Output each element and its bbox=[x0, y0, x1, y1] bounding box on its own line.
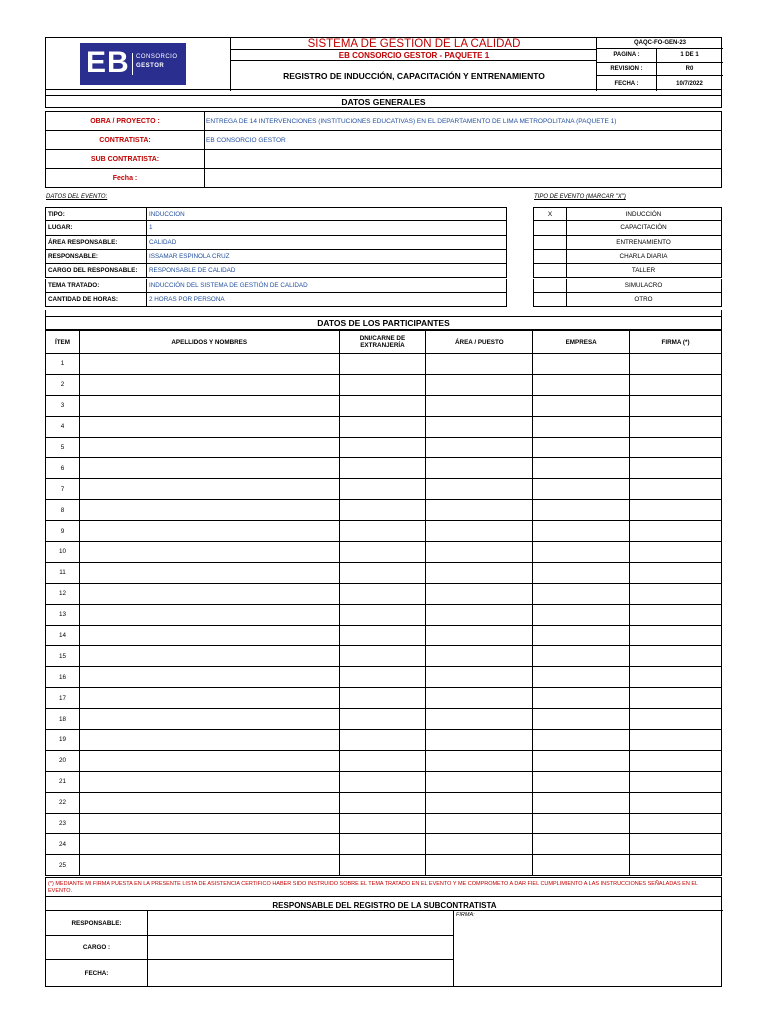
participant-row bbox=[46, 521, 722, 542]
participant-name-cell[interactable] bbox=[79, 500, 339, 521]
col-dni: DNI/CARNE DE EXTRANJERÍA bbox=[339, 331, 426, 354]
subcontractor-responsible-block bbox=[45, 897, 722, 987]
participant-dni-cell[interactable] bbox=[339, 688, 426, 709]
participants-table bbox=[45, 330, 722, 876]
participant-row bbox=[46, 500, 722, 521]
event-value-lugar[interactable]: 1 bbox=[149, 224, 153, 232]
participant-empresa-cell[interactable] bbox=[533, 750, 630, 771]
participant-name-cell[interactable] bbox=[79, 813, 339, 834]
participant-name-cell[interactable] bbox=[79, 750, 339, 771]
item-number: 20 bbox=[46, 750, 80, 771]
meta-row-fecha bbox=[597, 76, 723, 91]
item-number: 8 bbox=[46, 500, 80, 521]
participant-name-cell[interactable] bbox=[79, 437, 339, 458]
item-number: 10 bbox=[46, 542, 80, 563]
participant-area-cell[interactable] bbox=[426, 646, 533, 667]
participant-row bbox=[46, 437, 722, 458]
meta-label: FECHA : bbox=[597, 76, 657, 91]
label-obra-proyecto: OBRA / PROYECTO : bbox=[46, 112, 205, 130]
participant-area-cell[interactable] bbox=[426, 604, 533, 625]
participant-name-cell[interactable] bbox=[79, 646, 339, 667]
participant-row bbox=[46, 479, 722, 500]
participant-dni-cell[interactable] bbox=[339, 625, 426, 646]
participant-name-cell[interactable] bbox=[79, 688, 339, 709]
participant-row bbox=[46, 395, 722, 416]
form-header bbox=[45, 37, 722, 90]
document-code: QAQC-FO-GEN-23 bbox=[597, 38, 723, 49]
event-type-checkbox[interactable] bbox=[534, 264, 567, 277]
meta-value: R0 bbox=[685, 65, 694, 72]
event-type-otro bbox=[533, 293, 722, 307]
item-number: 19 bbox=[46, 730, 80, 751]
item-number: 24 bbox=[46, 834, 80, 855]
participant-firma-cell[interactable] bbox=[630, 646, 722, 667]
section-participantes: DATOS DE LOS PARTICIPANTES bbox=[45, 316, 722, 330]
event-type-simulacro bbox=[533, 279, 722, 293]
logo-divider bbox=[132, 53, 133, 75]
participant-firma-cell[interactable] bbox=[630, 855, 722, 876]
item-number: 18 bbox=[46, 709, 80, 730]
participant-firma-cell[interactable] bbox=[630, 437, 722, 458]
company-package-title: EB CONSORCIO GESTOR - PAQUETE 1 bbox=[231, 50, 597, 61]
item-number: 11 bbox=[46, 562, 80, 583]
resp-row-cargo bbox=[46, 935, 453, 960]
event-value-cargo[interactable]: RESPONSABLE DE CALIDAD bbox=[149, 267, 236, 275]
participant-empresa-cell[interactable] bbox=[533, 604, 630, 625]
participant-empresa-cell[interactable] bbox=[533, 730, 630, 751]
event-type-label: CAPACITACIÓN bbox=[620, 224, 667, 232]
participant-name-cell[interactable] bbox=[79, 625, 339, 646]
participant-dni-cell[interactable] bbox=[339, 542, 426, 563]
row-fecha bbox=[45, 169, 722, 188]
event-label: TIPO: bbox=[46, 208, 147, 220]
participant-dni-cell[interactable] bbox=[339, 813, 426, 834]
event-label: LUGAR: bbox=[46, 221, 147, 234]
participant-empresa-cell[interactable] bbox=[533, 521, 630, 542]
participant-name-cell[interactable] bbox=[79, 583, 339, 604]
event-type-checkbox[interactable] bbox=[534, 221, 567, 234]
item-number: 2 bbox=[46, 374, 80, 395]
participant-firma-cell[interactable] bbox=[630, 500, 722, 521]
participant-firma-cell[interactable] bbox=[630, 792, 722, 813]
participant-empresa-cell[interactable] bbox=[533, 479, 630, 500]
participant-row bbox=[46, 834, 722, 855]
system-title: SISTEMA DE GESTION DE LA CALIDAD bbox=[231, 38, 597, 50]
event-row-tema bbox=[45, 279, 507, 293]
participant-area-cell[interactable] bbox=[426, 479, 533, 500]
meta-label: PAGINA : bbox=[597, 49, 657, 62]
document-meta bbox=[597, 38, 723, 91]
participant-dni-cell[interactable] bbox=[339, 437, 426, 458]
title-column bbox=[231, 38, 597, 91]
participant-empresa-cell[interactable] bbox=[533, 562, 630, 583]
participant-row bbox=[46, 646, 722, 667]
participant-empresa-cell[interactable] bbox=[533, 688, 630, 709]
participant-name-cell[interactable] bbox=[79, 604, 339, 625]
event-type-label: INDUCCIÓN bbox=[625, 210, 662, 218]
item-number: 25 bbox=[46, 855, 80, 876]
participant-area-cell[interactable] bbox=[426, 625, 533, 646]
participant-empresa-cell[interactable] bbox=[533, 583, 630, 604]
event-row-responsable bbox=[45, 250, 507, 264]
participant-firma-cell[interactable] bbox=[630, 688, 722, 709]
item-number: 12 bbox=[46, 583, 80, 604]
participant-dni-cell[interactable] bbox=[339, 500, 426, 521]
item-number: 4 bbox=[46, 416, 80, 437]
event-type-checkbox[interactable]: X bbox=[534, 208, 567, 220]
col-area-puesto: ÁREA / PUESTO bbox=[426, 331, 533, 354]
event-type-checkbox[interactable] bbox=[534, 293, 567, 306]
event-value-tipo[interactable]: INDUCCION bbox=[149, 210, 185, 218]
participant-firma-cell[interactable] bbox=[630, 667, 722, 688]
event-type-checkbox[interactable] bbox=[534, 236, 567, 249]
event-type-label: TALLER bbox=[631, 267, 656, 275]
participant-area-cell[interactable] bbox=[426, 855, 533, 876]
participant-empresa-cell[interactable] bbox=[533, 416, 630, 437]
label-contratista: CONTRATISTA: bbox=[46, 131, 205, 149]
event-type-label: CHARLA DIARIA bbox=[619, 253, 668, 261]
participant-dni-cell[interactable] bbox=[339, 750, 426, 771]
participant-dni-cell[interactable] bbox=[339, 667, 426, 688]
participant-area-cell[interactable] bbox=[426, 667, 533, 688]
participant-empresa-cell[interactable] bbox=[533, 542, 630, 563]
participant-firma-cell[interactable] bbox=[630, 834, 722, 855]
meta-label: REVISION : bbox=[597, 63, 657, 76]
event-row-cargo bbox=[45, 264, 507, 278]
caption-datos-evento: DATOS DEL EVENTO: bbox=[46, 194, 108, 200]
participant-dni-cell[interactable] bbox=[339, 583, 426, 604]
participant-firma-cell[interactable] bbox=[630, 521, 722, 542]
row-obra-proyecto bbox=[45, 111, 722, 131]
participant-name-cell[interactable] bbox=[79, 667, 339, 688]
resp-label: RESPONSABLE: bbox=[46, 911, 148, 935]
participant-row bbox=[46, 688, 722, 709]
participant-name-cell[interactable] bbox=[79, 834, 339, 855]
col-firma: FIRMA (*) bbox=[630, 331, 722, 354]
participant-area-cell[interactable] bbox=[426, 771, 533, 792]
participant-row bbox=[46, 771, 722, 792]
participant-empresa-cell[interactable] bbox=[533, 458, 630, 479]
participant-name-cell[interactable] bbox=[79, 771, 339, 792]
participant-area-cell[interactable] bbox=[426, 583, 533, 604]
logo-letters: EB bbox=[86, 46, 130, 79]
item-number: 21 bbox=[46, 771, 80, 792]
participant-firma-cell[interactable] bbox=[630, 625, 722, 646]
participant-firma-cell[interactable] bbox=[630, 354, 722, 375]
participant-empresa-cell[interactable] bbox=[533, 625, 630, 646]
participant-firma-cell[interactable] bbox=[630, 416, 722, 437]
signature-box[interactable] bbox=[453, 911, 723, 987]
participant-dni-cell[interactable] bbox=[339, 730, 426, 751]
signature-disclaimer: (*) MEDIANTE MI FIRMA PUESTA EN LA PRESENTE LISTA DE ASISTENCIA CERTIFICO HABER SIDO INSTRUIDO SOBRE EL TEMA TRATADO EN EL EVENTO Y ME COMPROMETO A DAR FIEL CUMPLIMIENTO A LAS INSTRUCCIONES SEÑALADAS EN EL EVENTO. bbox=[45, 877, 722, 897]
section-datos-generales: DATOS GENERALES bbox=[45, 95, 722, 108]
participants-body bbox=[46, 354, 722, 876]
participant-row bbox=[46, 458, 722, 479]
form-title: REGISTRO DE INDUCCIÓN, CAPACITACIÓN Y ENTRENAMIENTO bbox=[283, 71, 545, 81]
participant-firma-cell[interactable] bbox=[630, 750, 722, 771]
participant-row bbox=[46, 583, 722, 604]
participant-firma-cell[interactable] bbox=[630, 395, 722, 416]
participant-name-cell[interactable] bbox=[79, 562, 339, 583]
col-empresa: EMPRESA bbox=[533, 331, 630, 354]
participant-dni-cell[interactable] bbox=[339, 792, 426, 813]
participant-name-cell[interactable] bbox=[79, 855, 339, 876]
participant-row bbox=[46, 416, 722, 437]
item-number: 3 bbox=[46, 395, 80, 416]
participant-dni-cell[interactable] bbox=[339, 521, 426, 542]
item-number: 15 bbox=[46, 646, 80, 667]
participant-row bbox=[46, 730, 722, 751]
participant-name-cell[interactable] bbox=[79, 395, 339, 416]
participant-area-cell[interactable] bbox=[426, 542, 533, 563]
participant-name-cell[interactable] bbox=[79, 479, 339, 500]
participant-empresa-cell[interactable] bbox=[533, 500, 630, 521]
participant-area-cell[interactable] bbox=[426, 813, 533, 834]
participant-dni-cell[interactable] bbox=[339, 646, 426, 667]
field-obra-proyecto[interactable]: ENTREGA DE 14 INTERVENCIONES (INSTITUCIONES EDUCATIVAS) EN EL DEPARTAMENTO DE LIMA METROPOLITANA (PAQUETE 1) bbox=[206, 117, 617, 125]
event-label: ÁREA RESPONSABLE: bbox=[46, 236, 147, 249]
participant-area-cell[interactable] bbox=[426, 354, 533, 375]
participant-empresa-cell[interactable] bbox=[533, 374, 630, 395]
participant-dni-cell[interactable] bbox=[339, 374, 426, 395]
participant-empresa-cell[interactable] bbox=[533, 395, 630, 416]
item-number: 7 bbox=[46, 479, 80, 500]
meta-value: 1 DE 1 bbox=[680, 52, 699, 59]
item-number: 17 bbox=[46, 688, 80, 709]
participant-row bbox=[46, 855, 722, 876]
event-row-area bbox=[45, 236, 507, 250]
participant-row bbox=[46, 709, 722, 730]
participant-area-cell[interactable] bbox=[426, 834, 533, 855]
event-row-tipo bbox=[45, 207, 507, 221]
participant-name-cell[interactable] bbox=[79, 416, 339, 437]
participant-dni-cell[interactable] bbox=[339, 416, 426, 437]
event-type-label: ENTRENAMIENTO bbox=[616, 238, 671, 246]
meta-row-pagina bbox=[597, 49, 723, 63]
participant-name-cell[interactable] bbox=[79, 792, 339, 813]
item-number: 9 bbox=[46, 521, 80, 542]
participant-firma-cell[interactable] bbox=[630, 458, 722, 479]
participant-empresa-cell[interactable] bbox=[533, 646, 630, 667]
participants-header-row bbox=[46, 331, 722, 354]
event-row-lugar bbox=[45, 221, 507, 235]
event-value-area[interactable]: CALIDAD bbox=[149, 238, 177, 246]
participant-name-cell[interactable] bbox=[79, 521, 339, 542]
participant-firma-cell[interactable] bbox=[630, 813, 722, 834]
item-number: 16 bbox=[46, 667, 80, 688]
event-type-charla-diaria bbox=[533, 250, 722, 264]
participant-empresa-cell[interactable] bbox=[533, 792, 630, 813]
col-apellidos-nombres: APELLIDOS Y NOMBRES bbox=[79, 331, 339, 354]
participant-dni-cell[interactable] bbox=[339, 855, 426, 876]
participant-area-cell[interactable] bbox=[426, 395, 533, 416]
field-fecha[interactable] bbox=[206, 169, 717, 187]
logo-text-line1: CONSORCIO bbox=[136, 54, 178, 60]
participant-area-cell[interactable] bbox=[426, 458, 533, 479]
participant-firma-cell[interactable] bbox=[630, 562, 722, 583]
participant-area-cell[interactable] bbox=[426, 792, 533, 813]
row-sub-contratista bbox=[45, 150, 722, 169]
event-type-checkbox[interactable] bbox=[534, 250, 567, 263]
participant-area-cell[interactable] bbox=[426, 374, 533, 395]
participant-firma-cell[interactable] bbox=[630, 542, 722, 563]
participant-area-cell[interactable] bbox=[426, 416, 533, 437]
participant-dni-cell[interactable] bbox=[339, 562, 426, 583]
participant-name-cell[interactable] bbox=[79, 709, 339, 730]
resp-row-fecha bbox=[46, 959, 453, 987]
participant-row bbox=[46, 813, 722, 834]
participant-name-cell[interactable] bbox=[79, 542, 339, 563]
item-number: 23 bbox=[46, 813, 80, 834]
participant-dni-cell[interactable] bbox=[339, 771, 426, 792]
col-item: ÍTEM bbox=[46, 331, 80, 354]
event-type-checkbox[interactable] bbox=[534, 279, 567, 292]
participant-firma-cell[interactable] bbox=[630, 479, 722, 500]
event-type-taller bbox=[533, 264, 722, 278]
row-contratista bbox=[45, 131, 722, 150]
participant-name-cell[interactable] bbox=[79, 374, 339, 395]
event-label: CARGO DEL RESPONSABLE: bbox=[46, 264, 147, 277]
field-sub-contratista[interactable] bbox=[206, 150, 717, 168]
participant-row bbox=[46, 750, 722, 771]
participant-name-cell[interactable] bbox=[79, 354, 339, 375]
participant-firma-cell[interactable] bbox=[630, 374, 722, 395]
label-fecha: Fecha : bbox=[46, 169, 205, 187]
participant-empresa-cell[interactable] bbox=[533, 354, 630, 375]
participant-row bbox=[46, 542, 722, 563]
participant-area-cell[interactable] bbox=[426, 688, 533, 709]
participant-area-cell[interactable] bbox=[426, 562, 533, 583]
event-label: CANTIDAD DE HORAS: bbox=[46, 293, 147, 306]
event-label: TEMA TRATADO: bbox=[46, 279, 147, 292]
item-number: 13 bbox=[46, 604, 80, 625]
field-contratista[interactable]: EB CONSORCIO GESTOR bbox=[206, 136, 286, 144]
participant-empresa-cell[interactable] bbox=[533, 771, 630, 792]
resp-label: CARGO : bbox=[46, 935, 148, 959]
participant-row bbox=[46, 604, 722, 625]
item-number: 5 bbox=[46, 437, 80, 458]
participant-dni-cell[interactable] bbox=[339, 479, 426, 500]
participant-name-cell[interactable] bbox=[79, 458, 339, 479]
participant-empresa-cell[interactable] bbox=[533, 813, 630, 834]
participant-firma-cell[interactable] bbox=[630, 583, 722, 604]
item-number: 22 bbox=[46, 792, 80, 813]
participant-area-cell[interactable] bbox=[426, 750, 533, 771]
caption-tipo-evento: TIPO DE EVENTO (MARCAR "X") bbox=[534, 194, 626, 200]
section-responsable-subcontratista: RESPONSABLE DEL REGISTRO DE LA SUBCONTRATISTA bbox=[46, 900, 723, 911]
participant-firma-cell[interactable] bbox=[630, 709, 722, 730]
participant-dni-cell[interactable] bbox=[339, 458, 426, 479]
event-type-induccion bbox=[533, 207, 722, 221]
participant-dni-cell[interactable] bbox=[339, 604, 426, 625]
participant-empresa-cell[interactable] bbox=[533, 834, 630, 855]
resp-row-responsable bbox=[46, 911, 453, 936]
participant-dni-cell[interactable] bbox=[339, 834, 426, 855]
participant-empresa-cell[interactable] bbox=[533, 667, 630, 688]
participant-firma-cell[interactable] bbox=[630, 604, 722, 625]
event-type-entrenamiento bbox=[533, 236, 722, 250]
logo-cell bbox=[46, 38, 231, 91]
event-type-label: SIMULACRO bbox=[624, 281, 663, 289]
event-value-horas[interactable]: 2 HORAS POR PERSONA bbox=[149, 295, 225, 303]
participant-dni-cell[interactable] bbox=[339, 709, 426, 730]
meta-value: 10/7/2022 bbox=[676, 80, 703, 87]
event-type-label: OTRO bbox=[634, 295, 653, 303]
participant-dni-cell[interactable] bbox=[339, 354, 426, 375]
participant-row bbox=[46, 354, 722, 375]
event-row-horas bbox=[45, 293, 507, 307]
event-value-responsable[interactable]: ISSAMAR ESPINOLA CRUZ bbox=[149, 253, 230, 261]
resp-label: FECHA: bbox=[46, 959, 148, 987]
item-number: 1 bbox=[46, 354, 80, 375]
participant-row bbox=[46, 374, 722, 395]
participant-empresa-cell[interactable] bbox=[533, 437, 630, 458]
participant-name-cell[interactable] bbox=[79, 730, 339, 751]
event-label: RESPONSABLE: bbox=[46, 250, 147, 263]
participant-area-cell[interactable] bbox=[426, 437, 533, 458]
participant-area-cell[interactable] bbox=[426, 500, 533, 521]
participant-area-cell[interactable] bbox=[426, 730, 533, 751]
participant-row bbox=[46, 562, 722, 583]
item-number: 6 bbox=[46, 458, 80, 479]
company-logo bbox=[80, 43, 186, 85]
participant-firma-cell[interactable] bbox=[630, 730, 722, 751]
participant-empresa-cell[interactable] bbox=[533, 709, 630, 730]
participant-row bbox=[46, 625, 722, 646]
event-type-capacitacion bbox=[533, 221, 722, 235]
participant-row bbox=[46, 792, 722, 813]
participant-empresa-cell[interactable] bbox=[533, 855, 630, 876]
participant-firma-cell[interactable] bbox=[630, 771, 722, 792]
meta-row-revision bbox=[597, 63, 723, 77]
label-sub-contratista: SUB CONTRATISTA: bbox=[46, 150, 205, 168]
participant-row bbox=[46, 667, 722, 688]
participant-area-cell[interactable] bbox=[426, 709, 533, 730]
logo-text-line2: GESTOR bbox=[136, 63, 165, 69]
participant-area-cell[interactable] bbox=[426, 521, 533, 542]
participant-dni-cell[interactable] bbox=[339, 395, 426, 416]
item-number: 14 bbox=[46, 625, 80, 646]
event-value-tema[interactable]: INDUCCIÓN DEL SISTEMA DE GESTIÓN DE CALIDAD bbox=[149, 281, 308, 289]
signature-label: FIRMA: bbox=[456, 912, 475, 918]
